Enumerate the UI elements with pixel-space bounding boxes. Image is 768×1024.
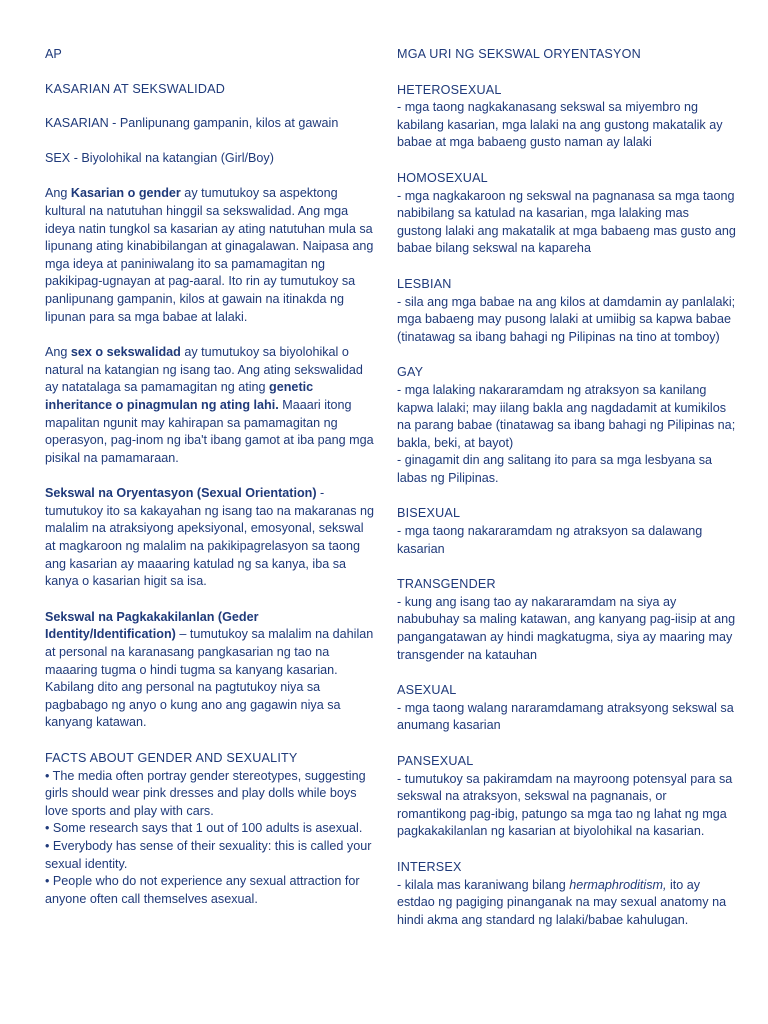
left-column [45,46,375,908]
term-description: - mga nagkakaroon ng sekswal na pagnanasa sa mga taong nabibilang sa katulad na kasarian, mga lalaking mas gustong lalaki ang makatalik at mga babaeng mas gusto ang babae bilang sekswal na kapareha [397,188,736,256]
term-name: BISEXUAL [397,506,461,521]
sex-term: sex o sekswalidad [70,345,181,360]
identity-paragraph-body: – tumutukoy sa malalim na dahilan at personal na karanasang pangkasarian ng tao na maaaring tugma o hindi tugma sa kanyang kasarian. Kabilang dito ang personal na pagtutukoy niya sa pagbabago ng anyo o kung ano ang gagawin niya sa kanyang katawan. [45,627,374,730]
term-homosexual [397,170,737,258]
term-transgender [397,576,737,664]
term-lesbian [397,276,737,346]
facts-title: FACTS ABOUT GENDER AND SEXUALITY [45,751,298,765]
term-name: PANSEXUAL [397,754,474,768]
gender-term: Kasarian o gender [70,186,181,201]
term-asexual [397,682,737,735]
kasarian-definition: KASARIAN - Panlipunang gampanin, kilos at gawain [45,116,339,131]
term-heterosexual [397,82,737,152]
term-name: TRANSGENDER [397,577,496,592]
orientation-term: Sekswal na Oryentasyon (Sexual Orientation) [45,486,317,501]
term-name: GAY [397,365,424,380]
intersex-body: ito ay estdao ng pagiging pinanganak na may sexual anatomy na hindi akma ang standard ng lalaki/babae kahulugan. [397,877,727,927]
term-description: - mga taong nakararamdam ng atraksyon sa dalawang kasarian [397,524,703,556]
orientation-paragraph [45,485,375,591]
identity-paragraph [45,609,375,732]
orientation-paragraph-body: - tumutukoy ito sa kakayahan ng isang tao na makaranas ng malalim na atraksiyong apeksiyonal, emosyonal, sekswal at magkaroon ng malalim na pakikipagrelasyon sa taong ang kasarian ay maaaring katulad ng sa kanya, iba sa kanya o kasarian higit sa isa. [45,486,375,589]
term-description: - mga taong walang nararamdamang atraksyong sekswal sa anumang kasarian [397,700,734,733]
orientation-types-title: MGA URI NG SEKSWAL ORYENTASYON [397,47,641,61]
term-name: ASEXUAL [397,683,457,698]
subject-label: AP [45,47,62,61]
genetic-inheritance-term: genetic inheritance o pinagmulan ng ating lahi. [45,380,314,412]
fact-item: • Some research says that 1 out of 100 adults is asexual. [45,821,363,836]
sex-definition: SEX - Biyolohikal na katangian (Girl/Boy) [45,150,274,165]
sex-paragraph-lead: Ang [45,345,71,360]
sex-paragraph-mid: ay tumutukoy sa biyolohikal o natural na katangian ng isang tao. Ang ating sekswalidad ay natatalaga sa pamamagitan ng ating [45,345,363,395]
term-intersex [397,859,737,929]
gender-paragraph-body: ay tumutukoy sa aspektong kultural na natutuhan hinggil sa sekswalidad. Ang mga ideya natin tungkol sa kasarian ay ating natutuhan mula sa lipunang ating kinabibilangan at ginagalawan. Naipasa ang mga ideya at paniniwalang ito sa pamamagitan ng pakikipag-ugnayan at pag-aaral. Ito rin ay tumutukoy sa panlipunang gampanin, kilos at gawain na itinakda ng lipunan para sa mga babae at lalaki. [45,186,374,324]
identity-term: Sekswal na Pagkakakilanlan (Geder Identity/Identification) [45,609,259,642]
term-description [397,877,737,930]
section-title: KASARIAN AT SEKSWALIDAD [45,81,226,96]
term-description: - sila ang mga babae na ang kilos at damdamin ay panlalaki; mga babaeng may pusong lalaki at umiibig sa kapwa babae (tinatawag sa ibang bahagi ng Pilipinas na tino at tomboy) [397,294,736,344]
term-description: - mga taong nagkakanasang sekswal sa miyembro ng kabilang kasarian, mga lalaki na ang gustong makatalik ay babae at mga babaeng gusto naman ay lalaki [397,100,723,150]
term-name: LESBIAN [397,276,452,291]
term-description-extra: - ginagamit din ang salitang ito para sa mga lesbyana sa labas ng Pilipinas. [397,453,713,485]
term-description: - tumutukoy sa pakiramdam na mayroong potensyal para sa sekswal na atraksyon, sekswal na pagnanais, or romantikong pag-ibig, patungo sa mga tao ng lahat ng mga pagkakakilanlan ng kasarian at biyolohikal na kasarian. [397,771,733,839]
fact-item: • Everybody has sense of their sexuality: this is called your sexual identity. [45,838,372,871]
term-name: INTERSEX [397,859,462,874]
hermaphroditism-term: hermaphroditism, [569,877,667,892]
term-description: - kung ang isang tao ay nakararamdam na siya ay nabubuhay sa maling katawan, ang kanyang pag-iisip at ang pangangatawan ay hindi magkatugma, siya ay maaring may transgender na katauhan [397,594,736,662]
term-pansexual [397,753,737,841]
term-bisexual [397,505,737,558]
fact-item: • The media often portray gender stereotypes, suggesting girls should wear pink dresses and play dolls while boys love sports and play with cars. [45,768,366,818]
intersex-lead: - kilala mas karaniwang bilang [397,877,570,892]
term-name: HETEROSEXUAL [397,82,502,97]
term-name: HOMOSEXUAL [397,170,488,185]
fact-item: • People who do not experience any sexual attraction for anyone often call themselves asexual. [45,874,360,906]
gender-paragraph-lead: Ang [45,186,71,201]
term-description: - mga lalaking nakararamdam ng atraksyon sa kanilang kapwa lalaki; may iilang bakla ang nagdadamit at kumikilos na parang babae (tinatawag sa ibang bahagi ng Pilipinas na; bakla, beki, at bayot) [397,382,736,450]
gender-paragraph [45,185,375,326]
term-gay [397,364,737,487]
right-column [397,46,737,929]
sex-paragraph-body: Maaari itong mapalitan ngunit may kahirapan sa pamamagitan ng operasyon, pag-inom ng iba't ibang gamot at iba pang mga pisikal na pamamaraan. [45,397,374,465]
sex-paragraph [45,344,375,467]
